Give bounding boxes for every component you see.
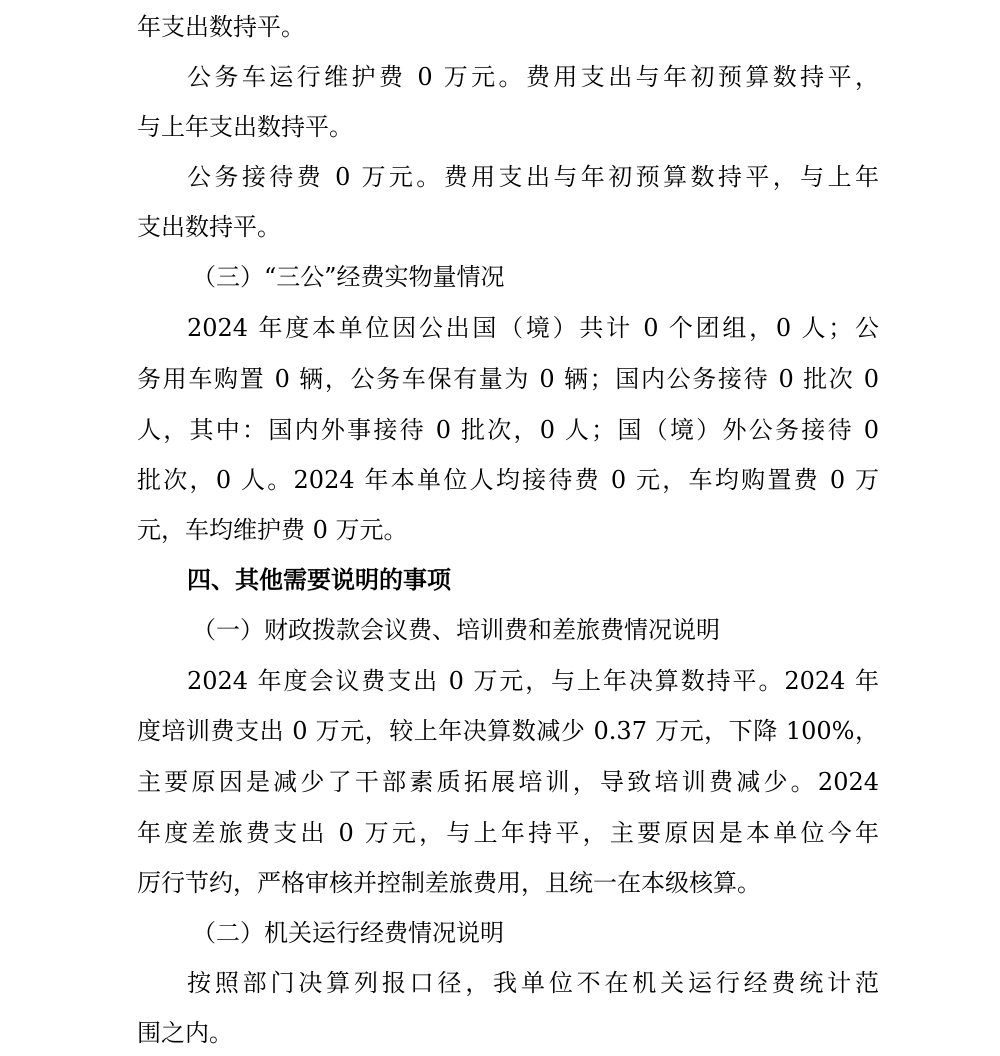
paragraph-line: 公务接待费 0 万元。费用支出与年初预算数持平，与上年 <box>187 163 879 191</box>
paragraph-line: 厉行节约，严格审核并控制差旅费用，且统一在本级核算。 <box>137 869 761 897</box>
paragraph-line: 围之内。 <box>137 1019 233 1047</box>
paragraph-line: 年度差旅费支出 0 万元，与上年持平，主要原因是本单位今年 <box>137 819 879 847</box>
paragraph-line: 务用车购置 0 辆，公务车保有量为 0 辆；国内公务接待 0 批次 0 <box>137 365 879 393</box>
paragraph-line: 按照部门决算列报口径，我单位不在机关运行经费统计范 <box>187 969 879 997</box>
paragraph-line: 公务车运行维护费 0 万元。费用支出与年初预算数持平， <box>187 63 879 91</box>
paragraph-line: 人，其中：国内外事接待 0 批次，0 人；国（境）外公务接待 0 <box>137 416 879 444</box>
section-heading: （二）机关运行经费情况说明 <box>192 919 504 947</box>
paragraph-line: 2024 年度本单位因公出国（境）共计 0 个团组，0 人；公 <box>187 314 879 342</box>
paragraph-line: 与上年支出数持平。 <box>137 113 353 141</box>
paragraph-line: 主要原因是减少了干部素质拓展培训，导致培训费减少。2024 <box>137 768 879 796</box>
paragraph-line: 支出数持平。 <box>137 213 281 241</box>
chapter-heading: 四、其他需要说明的事项 <box>187 566 451 594</box>
paragraph-line: 度培训费支出 0 万元，较上年决算数减少 0.37 万元，下降 100%， <box>137 717 879 745</box>
paragraph-line: 元，车均维护费 0 万元。 <box>137 516 408 544</box>
section-heading: （一）财政拨款会议费、培训费和差旅费情况说明 <box>192 616 720 644</box>
paragraph-line: 2024 年度会议费支出 0 万元，与上年决算数持平。2024 年 <box>187 667 879 695</box>
section-heading: （三）“三公”经费实物量情况 <box>192 263 505 291</box>
paragraph-line: 年支出数持平。 <box>137 13 305 41</box>
paragraph-line: 批次，0 人。2024 年本单位人均接待费 0 元，车均购置费 0 万 <box>137 466 879 494</box>
